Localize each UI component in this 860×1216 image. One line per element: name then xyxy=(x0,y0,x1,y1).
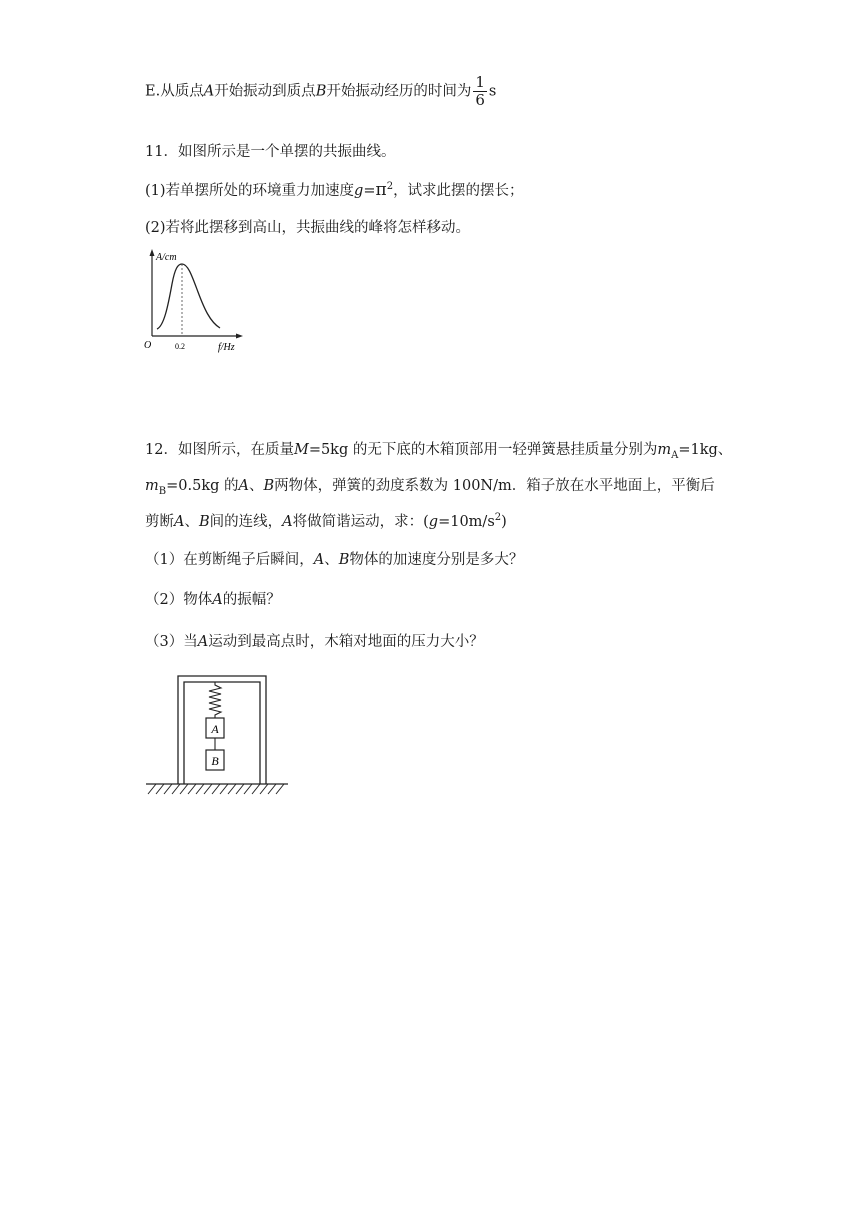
fraction: $\frac{1}{6}$ xyxy=(475,73,485,109)
y-axis-label: A/cm xyxy=(156,252,177,263)
q12-line3: 剪断A、B间的连线，A将做简谐运动，求：$(g=10m/s^2)$ xyxy=(145,512,507,530)
resonance-curve xyxy=(157,264,220,329)
origin-label: O xyxy=(144,340,152,351)
box-spring-figure xyxy=(142,670,292,800)
ground-hatching xyxy=(148,784,284,794)
x-axis-arrow xyxy=(236,334,243,339)
q11-part2: (2)若将此摆移到高山，共振曲线的峰将怎样移动。 xyxy=(145,220,471,236)
x-axis-label: f/Hz xyxy=(218,342,235,353)
q11-part1: (1)若单摆所处的环境重力加速度$g=\pi^2$，试求此摆的摆长； xyxy=(145,180,524,200)
spring xyxy=(209,682,221,718)
q12-line1: 12．如图所示，在质量M=5kg 的无下底的木箱顶部用一轻弹簧悬挂质量分别为$m_A=1kg$、 xyxy=(145,442,733,461)
q12-sub1: （1）在剪断绳子后瞬间，A、B物体的加速度分别是多大？ xyxy=(145,552,524,568)
q12-line2: $m_B=0.5kg$ 的A、B两物体，弹簧的劲度系数为 100N/m．箱子放在水平地面上，平衡后 xyxy=(145,478,715,497)
resonance-curve-figure xyxy=(142,246,252,356)
q12-sub2: （2）物体A的振幅？ xyxy=(145,592,281,608)
option-e: E.从质点A开始振动到质点B开始振动经历的时间为 $\frac{1}{6}$ s xyxy=(145,73,497,109)
block-b-label: B xyxy=(211,754,219,768)
y-axis-arrow xyxy=(150,249,155,256)
block-a-label: A xyxy=(211,722,219,736)
q11-title: 11．如图所示是一个单摆的共振曲线。 xyxy=(145,144,396,160)
q12-sub3: （3）当A运动到最高点时，木箱对地面的压力大小？ xyxy=(145,634,484,650)
tick-label: 0.2 xyxy=(175,342,185,351)
